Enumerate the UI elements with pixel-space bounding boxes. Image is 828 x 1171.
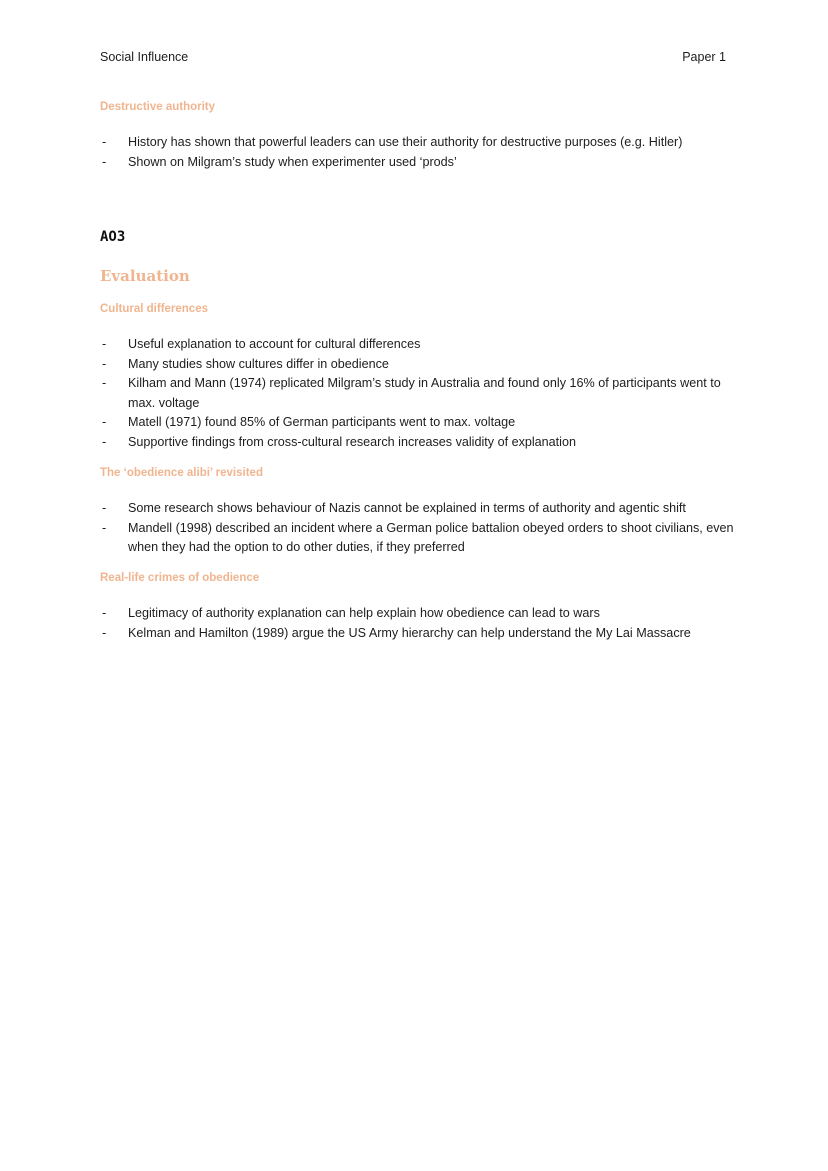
list-destructive-authority — [100, 133, 740, 172]
list-obedience-alibi — [100, 499, 740, 558]
bullet-dash: - — [102, 520, 107, 535]
bullet-dash: - — [102, 376, 107, 390]
list-item: - Shown on Milgram’s study when experimenter used ‘prods’ — [100, 153, 740, 173]
subheading-destructive-authority: Destructive authority — [100, 101, 216, 113]
list-item: - Mandell (1998) described an incident where a German police battalion obeyed orders to shoot civilians, even when they had the option to do other duties, if they preferred — [102, 520, 734, 554]
header-topic: Social Influence — [100, 50, 189, 64]
list-item: - Many studies show cultures differ in obedience — [100, 355, 740, 375]
bullet-dash: - — [102, 154, 107, 169]
bullet-dash: - — [102, 625, 107, 640]
subheading-cultural-differences: Cultural differences — [100, 303, 208, 315]
bullet-dash: - — [102, 434, 107, 449]
bullet-dash: - — [102, 135, 107, 149]
list-item: - Some research shows behaviour of Nazis cannot be explained in terms of authority and agentic shift — [100, 499, 740, 519]
list-real-life-crimes — [100, 604, 740, 643]
list-cultural-differences — [100, 335, 740, 452]
bullet-dash: - — [102, 356, 107, 371]
list-item: - Useful explanation to account for cultural differences — [100, 335, 740, 355]
header-paper: Paper 1 — [682, 50, 726, 64]
bullet-dash: - — [102, 606, 107, 620]
list-item: - Supportive findings from cross-cultural research increases validity of explanation — [100, 433, 740, 453]
bullet-dash: - — [102, 501, 107, 515]
list-item: - Matell (1971) found 85% of German participants went to max. voltage — [100, 413, 740, 433]
bullet-dash: - — [102, 415, 107, 429]
ao3-label: AO3 — [100, 229, 126, 245]
bullet-dash: - — [102, 337, 107, 351]
list-item: - Legitimacy of authority explanation can help explain how obedience can lead to wars — [100, 604, 740, 624]
list-item: - Kelman and Hamilton (1989) argue the US Army hierarchy can help understand the My Lai Massacre — [100, 624, 740, 644]
list-item: - History has shown that powerful leaders can use their authority for destructive purposes (e.g. Hitler) — [100, 133, 740, 153]
subheading-obedience-alibi: The ‘obedience alibi’ revisited — [100, 467, 263, 479]
list-item: - Kilham and Mann (1974) replicated Milgram’s study in Australia and found only 16% of participants went to max. voltage — [102, 376, 721, 410]
evaluation-heading: Evaluation — [100, 267, 190, 285]
subheading-real-life-crimes: Real-life crimes of obedience — [100, 572, 260, 584]
